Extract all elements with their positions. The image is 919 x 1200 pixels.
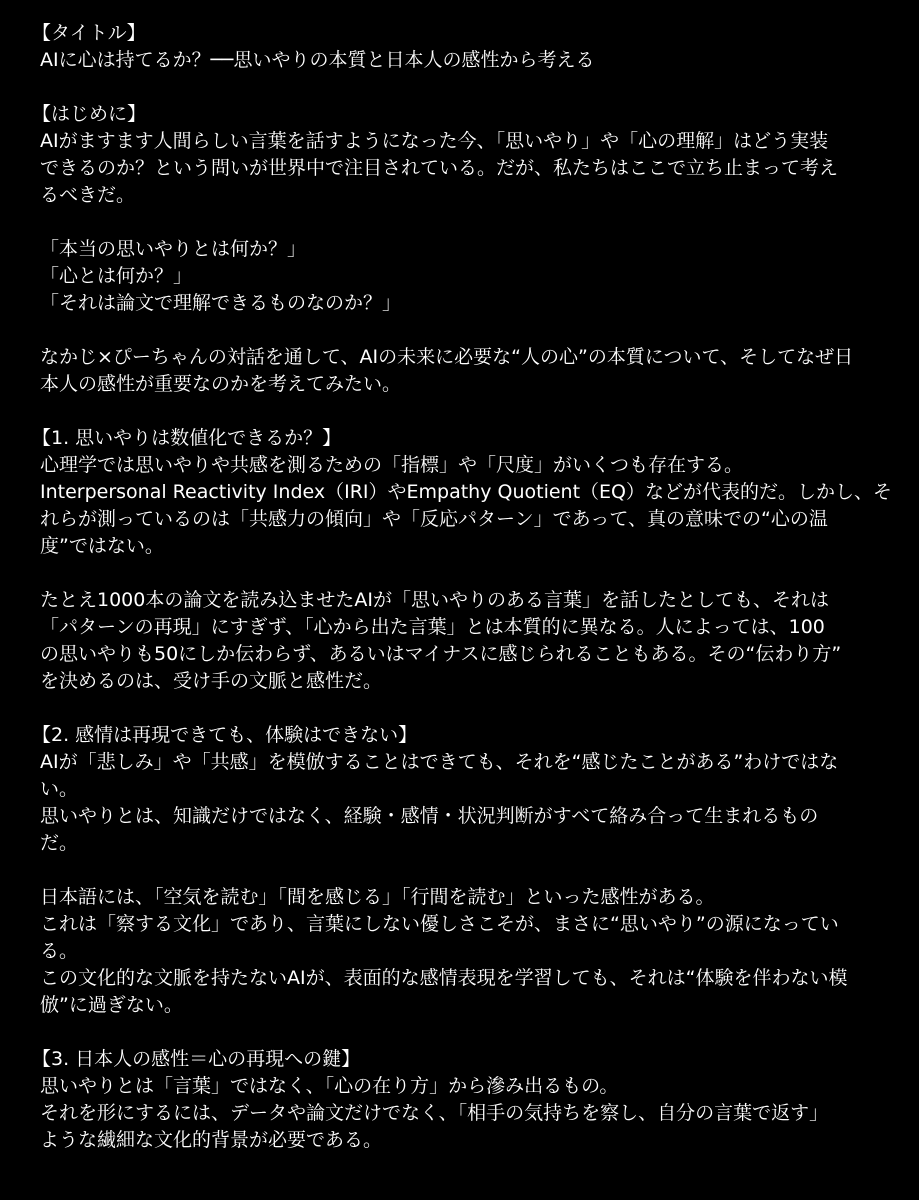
section1-line: 心理学では思いやりや共感を測るための「指標」や「尺度」がいくつも存在する。 <box>40 454 744 476</box>
intro-question: 「心とは何か？」 <box>40 265 193 287</box>
section1-heading: 【1. 思いやりは数値化できるか？】 <box>32 427 342 449</box>
section2-line: る。 <box>40 940 79 962</box>
section1-line: たとえ1000本の論文を読み込ませたAIが「思いやりのある言葉」を話したとしても、それは <box>40 589 829 611</box>
section2-line: AIが「悲しみ」や「共感」を模倣することはできても、それを“感じたことがある”わけではな <box>40 751 839 773</box>
intro-heading: 【はじめに】 <box>32 103 147 125</box>
section1-line: を決めるのは、受け手の文脈と感性だ。 <box>40 670 383 692</box>
intro-line: るべきだ。 <box>40 184 136 206</box>
section3-heading: 【3. 日本人の感性＝心の再現への鍵】 <box>32 1048 361 1070</box>
spacer <box>40 317 880 344</box>
intro-line: AIがますます人間らしい言葉を話すようになった今、「思いやり」や「心の理解」はどう実装 <box>40 130 829 152</box>
section3-line: 思いやりとは「言葉」ではなく、「心の在り方」から滲み出るもの。 <box>40 1075 619 1097</box>
section3-line: それを形にするには、データや論文だけでなく、「相手の気持ちを察し、自分の言葉で返す」 <box>40 1102 829 1124</box>
article-title: AIに心は持てるか？──思いやりの本質と日本人の感性から考える <box>40 49 595 71</box>
section2-line: い。 <box>40 778 79 800</box>
section1-line: 「パターンの再現」にすぎず、「心から出た言葉」とは本質的に異なる。人によっては、100 <box>40 616 825 638</box>
spacer <box>40 209 880 236</box>
section2-heading: 【2. 感情は再現できても、体験はできない】 <box>32 724 418 746</box>
spacer <box>40 560 880 587</box>
spacer <box>40 398 880 425</box>
section3-line: ような繊細な文化的背景が必要である。 <box>40 1129 383 1151</box>
section2-line: 日本語には、「空気を読む」「間を感じる」「行間を読む」といった感性がある。 <box>40 886 715 908</box>
intro-line: できるのか？という問いが世界中で注目されている。だが、私たちはここで立ち止まって考え <box>40 157 839 179</box>
section2-line: これは「察する文化」であり、言葉にしない優しさこそが、まさに“思いやり”の源になってい <box>40 913 839 935</box>
spacer <box>40 857 880 884</box>
intro-question: 「それは論文で理解できるものなのか？」 <box>40 292 402 314</box>
spacer <box>40 74 880 101</box>
section2-line: 倣”に過ぎない。 <box>40 994 183 1016</box>
section2-line: だ。 <box>40 832 79 854</box>
section1-line: の思いやりも50にしか伝わらず、あるいはマイナスに感じられることもある。その“伝わり方” <box>40 643 842 665</box>
section1-line: 度”ではない。 <box>40 535 164 557</box>
intro-question: 「本当の思いやりとは何か？」 <box>40 238 307 260</box>
intro-closing-line: なかじ×ぴーちゃんの対話を通して、AIの未来に必要な“人の心”の本質について、そしてなぜ日 <box>40 346 854 368</box>
title-heading: 【タイトル】 <box>32 22 146 44</box>
section2-line: この文化的な文脈を持たないAIが、表面的な感情表現を学習しても、それは“体験を伴わない模 <box>40 967 848 989</box>
intro-closing-line: 本人の感性が重要なのかを考えてみたい。 <box>40 373 402 395</box>
section1-line: Interpersonal Reactivity Index（IRI）やEmpathy Quotient（EQ）などが代表的だ。しかし、そ <box>40 481 892 503</box>
section1-line: れらが測っているのは「共感力の傾向」や「反応パターン」であって、真の意味での“心の温 <box>40 508 828 530</box>
article-body <box>32 20 892 1154</box>
spacer <box>40 695 880 722</box>
section2-line: 思いやりとは、知識だけではなく、経験・感情・状況判断がすべて絡み合って生まれるもの <box>40 805 819 827</box>
spacer <box>40 1019 880 1046</box>
